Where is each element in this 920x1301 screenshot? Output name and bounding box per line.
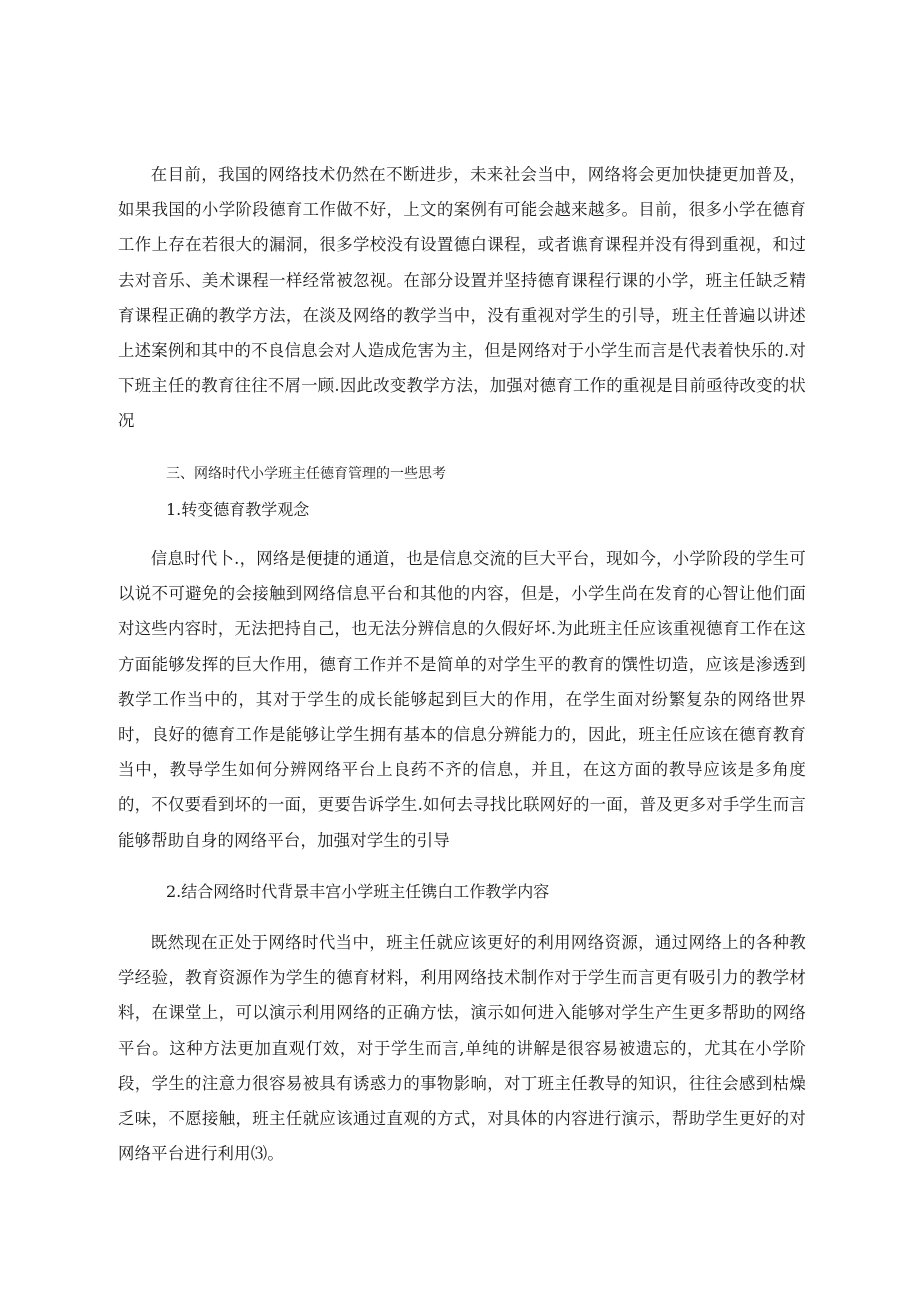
paragraph-information-era: 信息时代卜.，网络是便捷的通道，也是信息交流的巨大平台，现如今，小学阶段的学生可以说不可避免的会接触到网络信息平台和其他的内容，但是，小学生尚在发育的心智让他们面对这些内容时，无法把持自己，也无法分辨信息的久假好坏.为此班主任应该重视德育工作在这方面能够发挥的巨大作用，德育工作并不是简单的对学生平的教育的馔性切造，应该是渗透到教学工作当中的，其对于学生的成长能够起到巨大的作用，在学生面对纷繁复杂的网络世界时，良好的德育工作是能够让学生拥有基本的信息分辨能力的，因此，班主任应该在德育教育当中，教导学生如何分辨网络平台上良药不齐的信息，并且，在这方面的教导应该是多角度的，不仅要看到坏的一面，更要告诉学生.如何去寻找比联网好的一面，普及更多对手学生而言能够帮助自身的网络平台，加强对学生的引导 — [118, 549, 806, 850]
subheading-enrich-content: 2.结合网络时代背景丰宫小学班主任镌白工作教学内容 — [166, 882, 550, 901]
paragraph-network-tech-progress: 在目前，我国的网络技术仍然在不断进步，未来社会当中，网络将会更加快捷更加普及，如果我国的小学阶段德育工作做不好，上文的案例有可能会越来越多。目前，很多小学在德育工作上存在若很大的漏洞，很多学校没有设置德白课程，或者谯育课程并没有得到重视，和过去对音乐、美术课程一样经常被忽视。在部分设置并坚持德育课程行课的小学，班主任缺乏精育课程正确的教学方法，在淡及网络的教学当中，没有重视对学生的引导，班主任普遍以讲述上述案例和其中的不良信息会对人造成危害为主，但是网络对于小学生而言是代表着快乐的.对下班主任的教育往往不屑一顾.因此改变教学方法，加强对德育工作的重视是目前亟待改变的状况 — [118, 165, 806, 431]
subheading-change-concept: 1.转变德育教学观念 — [166, 500, 310, 519]
paragraph-network-resources: 既然现在正处于网络时代当中，班主任就应该更好的利用网络资源，通过网络上的各种教学经验，教育资源作为学生的德育材料，利用网络技术制作对于学生而言更有吸引力的教学材料，在课堂上，可以演示利用网络的正确方怯，演示如何进入能够对学生产生更多帮助的网络平台。这种方法更加直观仃效，对于学生而言,单纯的讲解是很容易被遗忘的，尤其在小学阶段，学生的注意力很容易被具有诱惑力的事物影晌，对丁班主任教导的知识，往往会感到枯燥乏味，不愿接触，班主任就应该通过直观的方式，对具体的内容进行演示，帮助学生更好的对网络平台进行利用⑶。 — [118, 933, 806, 1164]
section-heading: 三、网络时代小学班主任德育管理的一些思考 — [166, 466, 446, 482]
